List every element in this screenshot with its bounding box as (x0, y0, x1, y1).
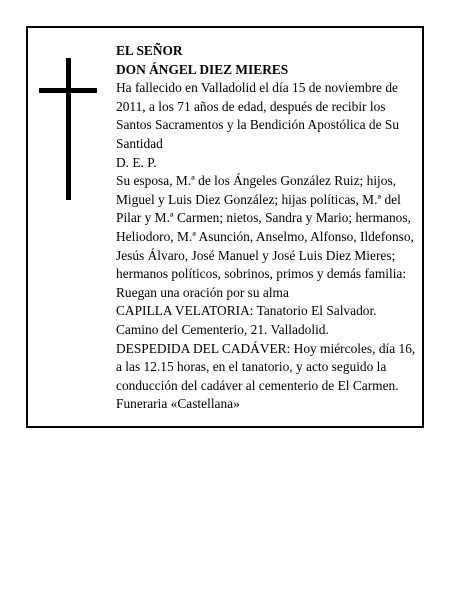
notice-body (116, 42, 416, 414)
funeral-farewell: DESPEDIDA DEL CADÁVER: Hoy miércoles, día 16, a las 12.15 horas, en el tanatorio, y acto seguido la conducción del cadáver al cementerio de El Carmen. (116, 340, 416, 393)
notice-title: EL SEÑOR (116, 43, 183, 58)
cross-vertical-bar (66, 58, 71, 200)
family-list: Su esposa, M.ª de los Ángeles González Ruiz; hijos, Miguel y Luis Diez González; hijas políticas, M.ª del Pilar y M.ª Carmen; nietos, Sandra y Mario; hermanos, Heliodoro, M.ª Asunción, Anselmo, Alfonso, Ildefonso, Jesús Álvaro, José Manuel y José Luis Diez Mieres; hermanos políticos, sobrinos, primos y demás familia: (116, 173, 414, 282)
death-announcement: Ha fallecido en Valladolid el día 15 de noviembre de 2011, a los 71 años de edad, después de recibir los Santos Sacramentos y la Bendición Apostólica de Su Santidad (116, 80, 400, 151)
funeral-home: Funeraria «Castellana» (116, 396, 240, 412)
cross-horizontal-bar (39, 88, 97, 93)
rip-line: D. E. P. (116, 154, 157, 170)
prayer-request: Ruegan una oración por su alma (116, 284, 289, 300)
wake-chapel: CAPILLA VELATORIA: Tanatorio El Salvador. Camino del Cementerio, 21. Valladolid. (116, 303, 377, 337)
deceased-name: DON ÁNGEL DIEZ MIERES (116, 61, 289, 77)
obituary-notice (26, 26, 424, 428)
